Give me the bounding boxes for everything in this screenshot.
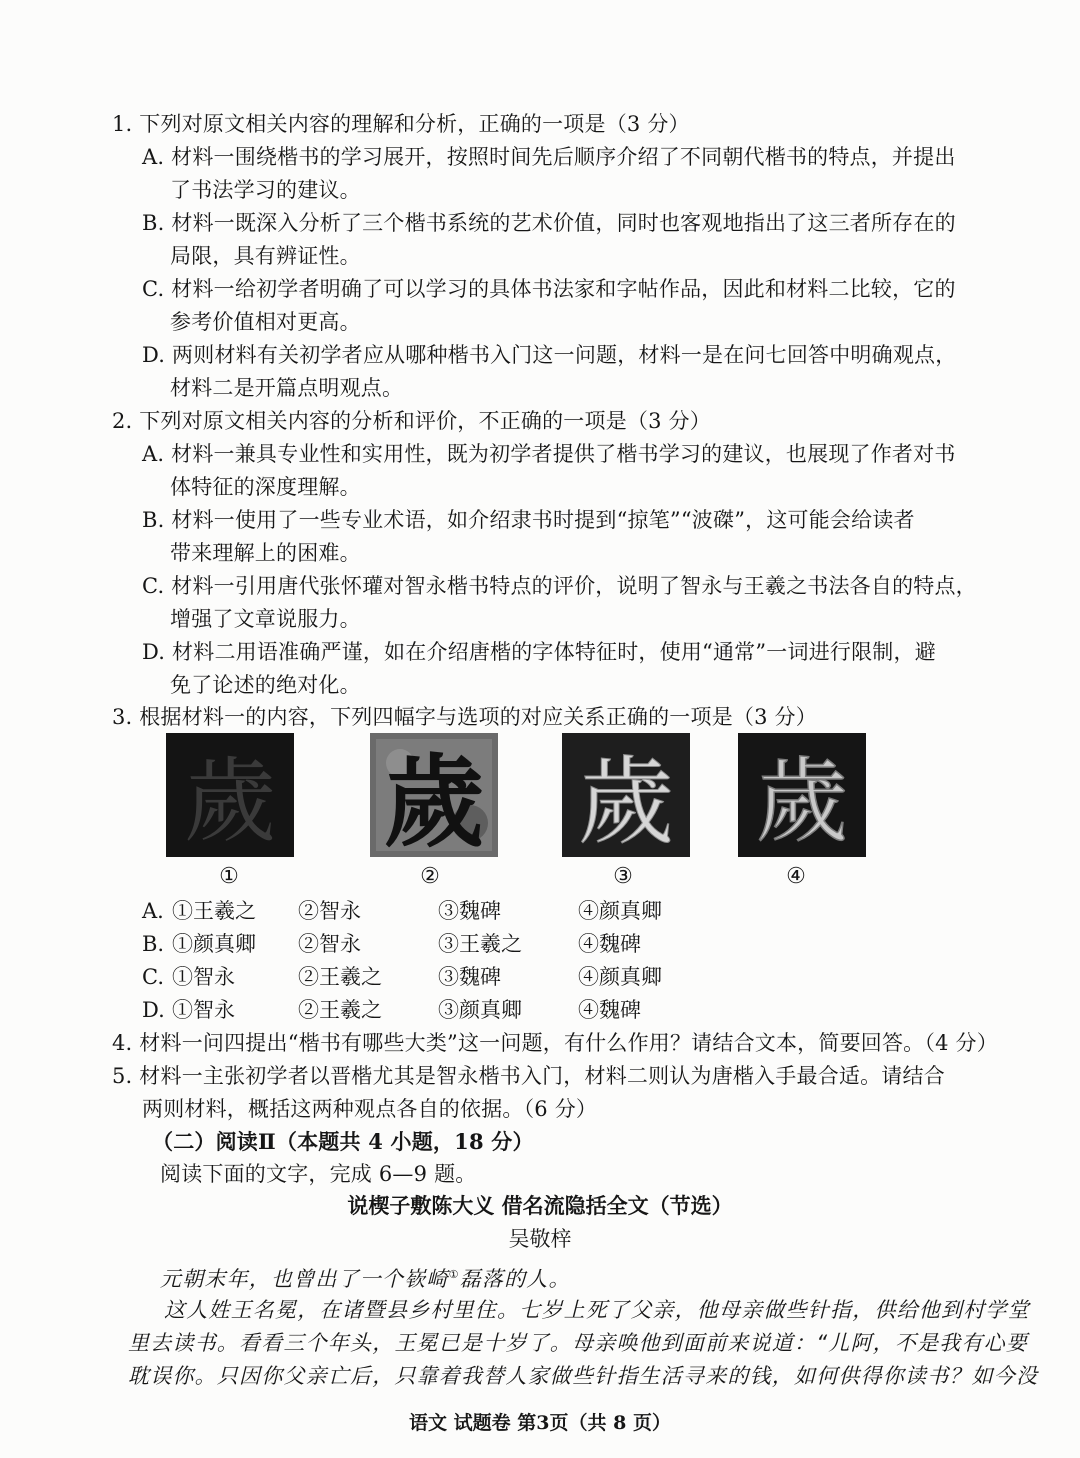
q1-option-b: B. 材料一既深入分析了三个楷书系统的艺术价值，同时也客观地指出了这三者所存在的 — [142, 211, 956, 235]
q3-option-b-item-1: ①颜真卿 — [172, 932, 256, 956]
q3-option-d-letter: D. — [142, 998, 165, 1022]
calligraphy-char-3: 歲 — [578, 746, 674, 857]
q2-option-c-cont: 增强了文章说服力。 — [170, 607, 361, 631]
q3-option-a-item-1: ①王羲之 — [172, 899, 256, 923]
q3-option-d-item-3: ③颜真卿 — [438, 998, 522, 1022]
calligraphy-image-2 — [370, 733, 498, 857]
q3-option-a-item-3: ③魏碑 — [438, 899, 501, 923]
calligraphy-image-3 — [562, 733, 690, 857]
q2-option-a-cont: 体特征的深度理解。 — [170, 475, 361, 499]
q4-stem: 4. 材料一问四提出“楷书有哪些大类”这一问题，有什么作用？请结合文本，简要回答。（4 分） — [112, 1031, 998, 1055]
q2-stem: 2. 下列对原文相关内容的分析和评价，不正确的一项是（3 分） — [112, 409, 711, 433]
passage-author: 吴敬梓 — [508, 1227, 572, 1251]
q3-option-c-letter: C. — [142, 965, 164, 989]
image-number-2: ② — [420, 864, 440, 889]
q3-option-c-item-3: ③魏碑 — [438, 965, 501, 989]
calligraphy-char-1: 歲 — [183, 748, 277, 855]
q1-stem: 1. 下列对原文相关内容的理解和分析，正确的一项是（3 分） — [112, 112, 690, 136]
footnote-marker: ① — [448, 1268, 460, 1281]
q5-stem: 5. 材料一主张初学者以晋楷尤其是智永楷书入门，材料二则认为唐楷入手最合适。请结合 — [112, 1064, 945, 1088]
q1-option-d-cont: 材料二是开篇点明观点。 — [170, 376, 404, 400]
q1-option-a: A. 材料一围绕楷书的学习展开，按照时间先后顺序介绍了不同朝代楷书的特点，并提出 — [142, 145, 956, 169]
q3-stem: 3. 根据材料一的内容，下列四幅字与选项的对应关系正确的一项是（3 分） — [112, 705, 817, 729]
passage-title: 说楔子敷陈大义 借名流隐括全文（节选） — [347, 1193, 733, 1218]
page-footer: 语文 试题卷 第3页（共 8 页） — [409, 1412, 671, 1434]
q3-option-a-item-4: ④颜真卿 — [578, 899, 662, 923]
q2-option-d-cont: 免了论述的绝对化。 — [170, 673, 361, 697]
q3-option-d-item-1: ①智永 — [172, 998, 235, 1022]
passage-paragraph-2-line-2: 里去读书。看看三个年头，王冕已是十岁了。母亲唤他到面前来说道：“儿阿，不是我有心要 — [128, 1331, 1029, 1355]
image-number-3: ③ — [613, 864, 633, 889]
q3-option-c-item-4: ④颜真卿 — [578, 965, 662, 989]
passage-paragraph-2-line-3: 耽误你。只因你父亲亡后，只靠着我替人家做些针指生活寻来的钱，如何供得你读书？如今没 — [128, 1364, 1039, 1388]
q3-option-c-item-1: ①智永 — [172, 965, 235, 989]
q3-option-d-item-2: ②王羲之 — [298, 998, 382, 1022]
q2-option-b: B. 材料一使用了一些专业术语，如介绍隶书时提到“掠笔”“波磔”，这可能会给读者 — [142, 508, 915, 532]
section-heading: （二）阅读Ⅱ（本题共 4 小题，18 分） — [152, 1129, 534, 1154]
section-instruction: 阅读下面的文字，完成 6—9 题。 — [160, 1162, 477, 1186]
q2-option-d: D. 材料二用语准确严谨，如在介绍唐楷的字体特征时，使用“通常”一词进行限制，避 — [142, 640, 936, 664]
q3-option-b-item-3: ③王羲之 — [438, 932, 522, 956]
passage-p1-end: 磊落的人。 — [459, 1267, 571, 1291]
q1-option-c: C. 材料一给初学者明确了可以学习的具体书法家和字帖作品，因此和材料二比较，它的 — [142, 277, 956, 301]
q3-option-b-item-4: ④魏碑 — [578, 932, 641, 956]
passage-paragraph-1 — [160, 1261, 571, 1293]
passage-p1-text: 元朝末年，也曾出了一个嵚崎 — [160, 1267, 449, 1291]
q3-option-a-item-2: ②智永 — [298, 899, 361, 923]
q1-option-a-cont: 了书法学习的建议。 — [170, 178, 361, 202]
q3-option-a-letter: A. — [142, 899, 164, 923]
q3-option-b-item-2: ②智永 — [298, 932, 361, 956]
q5-stem-cont: 两则材料，概括这两种观点各自的依据。（6 分） — [142, 1097, 598, 1121]
q2-option-b-cont: 带来理解上的困难。 — [170, 541, 361, 565]
q2-option-a: A. 材料一兼具专业性和实用性，既为初学者提供了楷书学习的建议，也展现了作者对书 — [142, 442, 956, 466]
calligraphy-image-1 — [166, 733, 294, 857]
q1-option-b-cont: 局限，具有辨证性。 — [170, 244, 361, 268]
q1-option-d: D. 两则材料有关初学者应从哪种楷书入门这一问题，材料一是在问七回答中明确观点， — [142, 343, 957, 367]
q2-option-c: C. 材料一引用唐代张怀瓘对智永楷书特点的评价，说明了智永与王羲之书法各自的特点， — [142, 574, 977, 598]
calligraphy-char-4: 歲 — [755, 748, 849, 855]
q1-option-c-cont: 参考价值相对更高。 — [170, 310, 361, 334]
q3-option-d-item-4: ④魏碑 — [578, 998, 641, 1022]
calligraphy-image-4 — [738, 733, 866, 857]
image-number-1: ① — [219, 864, 239, 889]
q3-option-c-item-2: ②王羲之 — [298, 965, 382, 989]
q3-option-b-letter: B. — [142, 932, 165, 956]
calligraphy-char-2: 歲 — [384, 743, 484, 857]
image-number-4: ④ — [786, 864, 806, 889]
passage-paragraph-2-line-1: 这人姓王名冕，在诸暨县乡村里住。七岁上死了父亲，他母亲做些针指，供给他到村学堂 — [164, 1298, 1030, 1322]
